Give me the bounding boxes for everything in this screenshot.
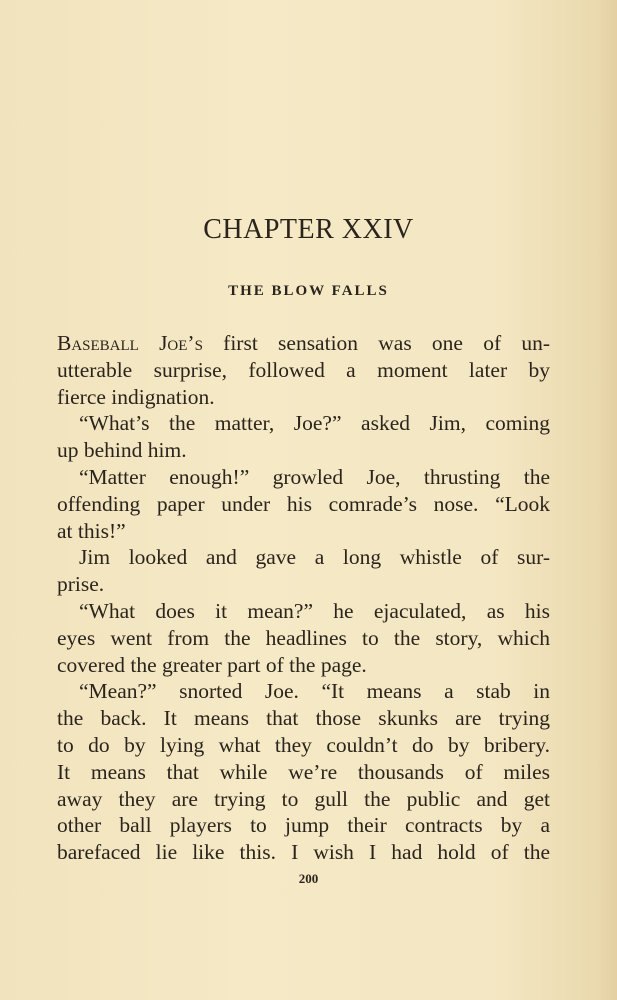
chapter-title: CHAPTER XXIV — [203, 214, 414, 245]
text-line: covered the greater part of the page. — [57, 652, 367, 677]
text-line: eyes went from the headlines to the story, which — [57, 625, 550, 650]
text-line: “What’s the matter, Joe?” asked Jim, coming — [79, 411, 550, 436]
text-line: prise. — [57, 572, 105, 597]
opening-line-rest: first sensation was one of un- — [223, 331, 550, 355]
opening-small-caps: Baseball Joe’s — [57, 331, 203, 355]
text-line: up behind him. — [57, 438, 187, 463]
text-line: “What does it mean?” he ejaculated, as his — [79, 598, 550, 623]
text-line: away they are trying to gull the public and get — [57, 786, 550, 811]
text-line: “Matter enough!” growled Joe, thrusting the — [79, 464, 550, 489]
text-line: to do by lying what they couldn’t do by bribery. — [57, 732, 550, 757]
text-line: offending paper under his comrade’s nose. “Look — [57, 491, 550, 516]
page-number: 200 — [298, 871, 319, 886]
text-line: barefaced lie like this. I wish I had hold of the — [57, 840, 550, 865]
text-line: “Mean?” snorted Joe. “It means a stab in — [79, 679, 550, 704]
text-line: Jim looked and gave a long whistle of sur- — [79, 545, 550, 570]
text-line: at this!” — [57, 518, 126, 543]
text-line: fierce indignation. — [57, 384, 215, 409]
text-line: other ball players to jump their contracts by a — [57, 813, 550, 838]
text-line — [57, 330, 550, 357]
text-line: utterable surprise, followed a moment later by — [57, 357, 550, 382]
text-line: the back. It means that those skunks are trying — [57, 706, 550, 731]
text-line: It means that while we’re thousands of miles — [57, 759, 550, 784]
section-title: THE BLOW FALLS — [228, 283, 389, 299]
body-text — [57, 330, 550, 866]
